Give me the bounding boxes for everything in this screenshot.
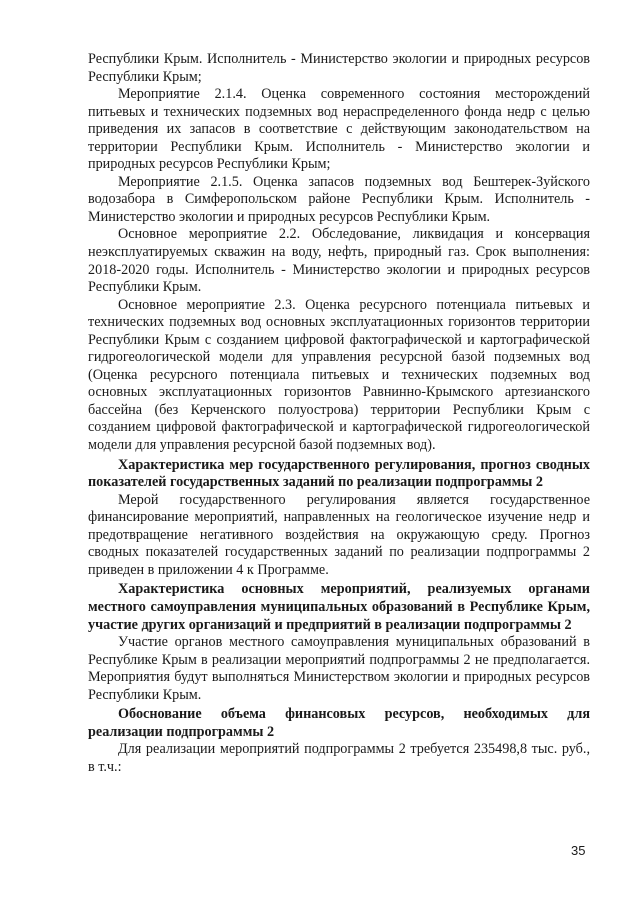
heading-municipal-measures: Характеристика основных мероприятий, реализуемых органами местного самоуправления муниципальных образований в Республике Крым, участие других организаций и предприятий в реализации подпрограммы 2 (88, 581, 590, 633)
paragraph-continuation: Республики Крым. Исполнитель - Министерство экологии и природных ресурсов Республики Крым; (88, 51, 590, 85)
paragraph-measure-2-2: Основное мероприятие 2.2. Обследование, ликвидация и консервация неэксплуатируемых скважин на воду, нефть, природный газ. Срок выполнения: 2018-2020 годы. Исполнитель - Министерство экологии и природных ресурсов Республики Крым. (88, 226, 590, 296)
paragraph-measure-2-1-5: Мероприятие 2.1.5. Оценка запасов подземных вод Бештерек-Зуйского водозабора в Симферопольском районе Республики Крым. Исполнитель - Министерство экологии и природных ресурсов Республики Крым. (88, 173, 590, 225)
paragraph-municipal-measures: Участие органов местного самоуправления муниципальных образований в Республике Крым в реализации мероприятий подпрограммы 2 не предполагается. Мероприятия будут выполняться Министерством экологии и природных ресурсов Республики Крым. (88, 634, 590, 703)
heading-financial-resources: Обоснование объема финансовых ресурсов, необходимых для реализации подпрограммы 2 (88, 706, 590, 740)
paragraph-measure-2-1-4: Мероприятие 2.1.4. Оценка современного состояния месторождений питьевых и технических подземных вод нераспределенного фонда недр с целью приведения их запасов в соответствие с действующим законодательством на территории Республики Крым. Исполнитель - Министерство экологии и природных ресурсов Республики Крым; (88, 86, 590, 173)
heading-state-regulation: Характеристика мер государственного регулирования, прогноз сводных показателей государственных заданий по реализации подпрограммы 2 (88, 456, 590, 491)
paragraph-state-regulation: Мерой государственного регулирования является государственное финансирование мероприятий, направленных на геологическое изучение недр и предотвращение негативного воздействия на окружающую среду. Прогноз сводных показателей государственных заданий по реализации подпрограммы 2 приведен в приложении 4 к Программе. (88, 491, 590, 578)
page-number: 35 (571, 843, 586, 858)
document-page (88, 51, 590, 776)
paragraph-financial-resources: Для реализации мероприятий подпрограммы 2 требуется 235498,8 тыс. руб., в т.ч.: (88, 741, 590, 775)
paragraph-measure-2-3: Основное мероприятие 2.3. Оценка ресурсного потенциала питьевых и технических подземных вод основных эксплуатационных горизонтов территории Республики Крым с созданием цифровой фактографической и картографической гидрогеологической модели для управления ресурсной базой подземных вод (Оценка ресурсного потенциала питьевых и технических подземных вод основных эксплуатационных горизонтов Равнинно-Крымского артезианского бассейна (без Керченского полуострова) территории Республики Крым с созданием цифровой фактографической и картографической гидрогеологической модели для управления ресурсной базой подземных вод). (88, 296, 590, 454)
